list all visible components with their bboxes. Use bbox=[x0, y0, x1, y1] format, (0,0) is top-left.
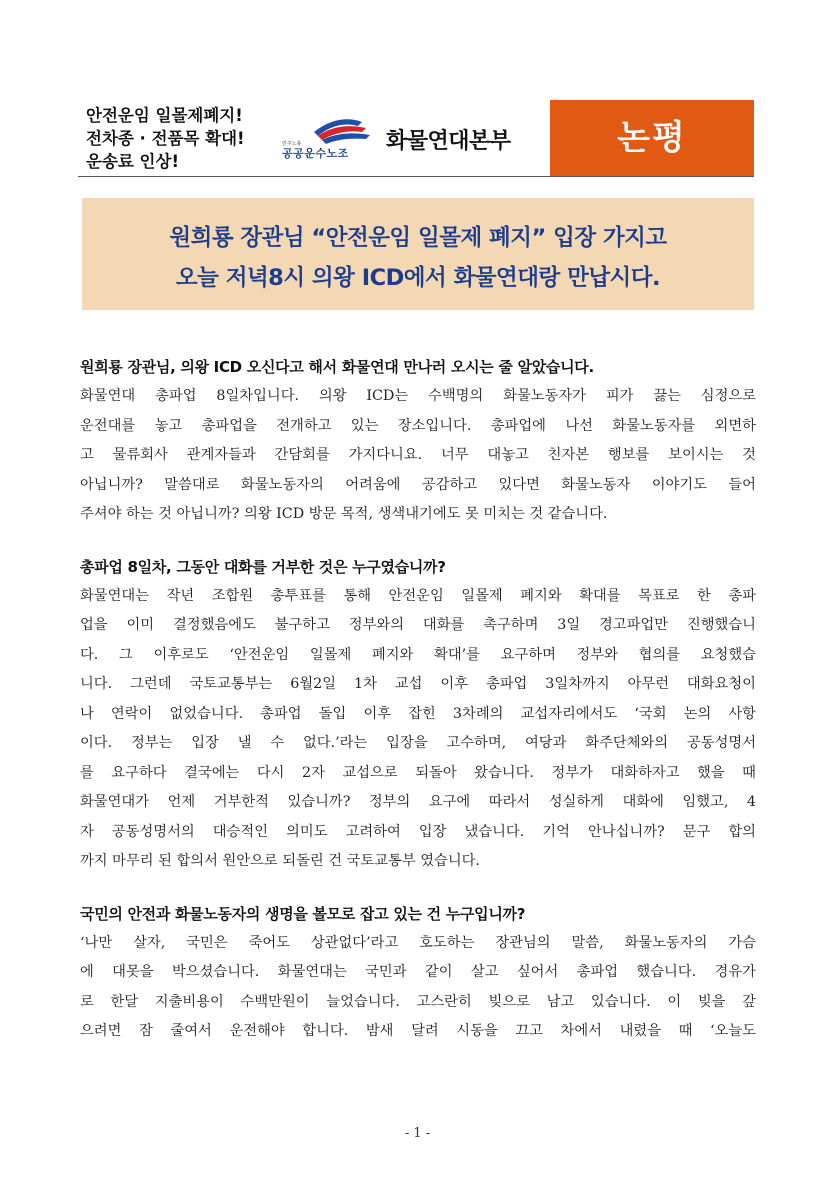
paragraph-line: 를 요구하다 결국에는 다시 2자 교섭으로 되돌아 왔습니다. 정부가 대화하자고 했을 때 bbox=[80, 764, 756, 781]
paragraph-line: 로 한달 지출비용이 수백만원이 늘었습니다. 고스란히 빚으로 남고 있습니다. 이 빚을 갚 bbox=[80, 993, 756, 1010]
paragraph-line: 으려면 잠 줄여서 운전해야 합니다. 밤새 달려 시동을 끄고 차에서 내렸을 때 ‘오늘도 bbox=[80, 1023, 756, 1039]
paragraph-line: 나 연락이 없었습니다. 총파업 돌입 이후 잡힌 3차례의 교섭자리에서도 ‘국회 논의 사항 bbox=[80, 705, 756, 722]
paragraph-line: 고 물류회사 관계자들과 간담회를 가지다니요. 너무 대놓고 친자본 행보를 보이시는 것 bbox=[80, 447, 756, 463]
headquarters-name: 화물연대본부 bbox=[386, 129, 511, 154]
document-type-badge bbox=[550, 100, 754, 176]
title-line-2: 오늘 저녁8시 의왕 ICD에서 화물연대랑 만납시다. bbox=[175, 265, 661, 291]
paragraph-line: 업을 이미 결정했음에도 불구하고 정부와의 대화를 촉구하며 3일 경고파업만 진행했습니 bbox=[80, 617, 756, 633]
paragraph-line: 화물연대 총파업 8일차입니다. 의왕 ICD는 수백명의 화물노동자가 피가 끓는 심정으로 bbox=[80, 388, 756, 404]
title-box bbox=[82, 198, 754, 310]
document-header bbox=[78, 100, 754, 176]
paragraph-line: 주셔야 하는 것 아닙니까? 의왕 ICD 방문 목적, 생색내기에도 못 미치는 것 같습니다. bbox=[80, 506, 608, 522]
paragraph-line: 니다. 그런데 국토교통부는 6월2일 1차 교섭 이후 총파업 3일차까지 아무런 대화요청이 bbox=[80, 676, 756, 692]
section-1 bbox=[80, 352, 756, 530]
union-name: 공공운수노조 bbox=[282, 147, 349, 160]
document-body bbox=[80, 352, 756, 1047]
slogan-3: 운송료 인상! bbox=[86, 152, 179, 171]
header-divider bbox=[78, 176, 754, 177]
section-heading: 총파업 8일차, 그동안 대화를 거부한 것은 누구였습니까? bbox=[80, 557, 446, 576]
paragraph-line: 이다. 정부는 입장 낼 수 없다.’라는 입장을 고수하며, 여당과 화주단체와의 공동성명서 bbox=[80, 735, 756, 751]
section-2 bbox=[80, 552, 756, 877]
slogans bbox=[86, 104, 245, 173]
section-3 bbox=[80, 899, 756, 1047]
paragraph-line: 까지 마무리 된 합의서 원안으로 되돌린 건 국토교통부 였습니다. bbox=[80, 853, 480, 869]
title-line-1: 원희룡 장관님 “안전운임 일몰제 폐지” 입장 가지고 bbox=[169, 225, 667, 251]
paragraph-line: 화물연대는 작년 조합원 총투표를 통해 안전운임 일몰제 폐지와 확대를 목표로 한 총파 bbox=[80, 587, 756, 604]
section-paragraph bbox=[80, 382, 756, 530]
union-federation-label: 민주노총 bbox=[282, 141, 302, 147]
section-heading: 원희룡 장관님, 의왕 ICD 오신다고 해서 화물연대 만나러 오시는 줄 알았습니다. bbox=[80, 358, 594, 376]
slogan-2: 전차종 · 전품목 확대! bbox=[86, 129, 245, 148]
paragraph-line: 화물연대가 언제 거부한적 있습니까? 정부의 요구에 따라서 성실하게 대화에 임했고, 4 bbox=[80, 794, 756, 810]
badge-label: 논평 bbox=[617, 118, 687, 158]
section-paragraph bbox=[80, 582, 756, 877]
paragraph-line: 자 공동성명서의 대승적인 의미도 고려하여 입장 냈습니다. 기억 안나십니까? 문구 합의 bbox=[80, 823, 756, 840]
section-paragraph bbox=[80, 929, 756, 1047]
paragraph-line: 에 대못을 박으셨습니다. 화물연대는 국민과 같이 살고 싶어서 총파업 했습니다. 경유가 bbox=[80, 964, 756, 980]
paragraph-line: ‘나만 살자, 국민은 죽어도 상관없다’라고 호도하는 장관님의 말씀, 화물노동자의 가슴 bbox=[80, 934, 756, 951]
paragraph-line: 다. 그 이후로도 ‘안전운임 일몰제 폐지와 확대’를 요구하며 정부와 협의를 요청했습 bbox=[80, 646, 756, 663]
paragraph-line: 운전대를 놓고 총파업을 전개하고 있는 장소입니다. 총파업에 나선 화물노동자를 외면하 bbox=[80, 417, 756, 434]
page-number: - 1 - bbox=[404, 1126, 431, 1141]
section-heading: 국민의 안전과 화물노동자의 생명을 볼모로 잡고 있는 건 누구입니까? bbox=[80, 904, 526, 923]
paragraph-line: 아닙니까? 말씀대로 화물노동자의 어려움에 공감하고 있다면 화물노동자 이야기도 들어 bbox=[80, 476, 756, 493]
slogan-1: 안전운임 일몰제폐지! bbox=[86, 106, 243, 125]
